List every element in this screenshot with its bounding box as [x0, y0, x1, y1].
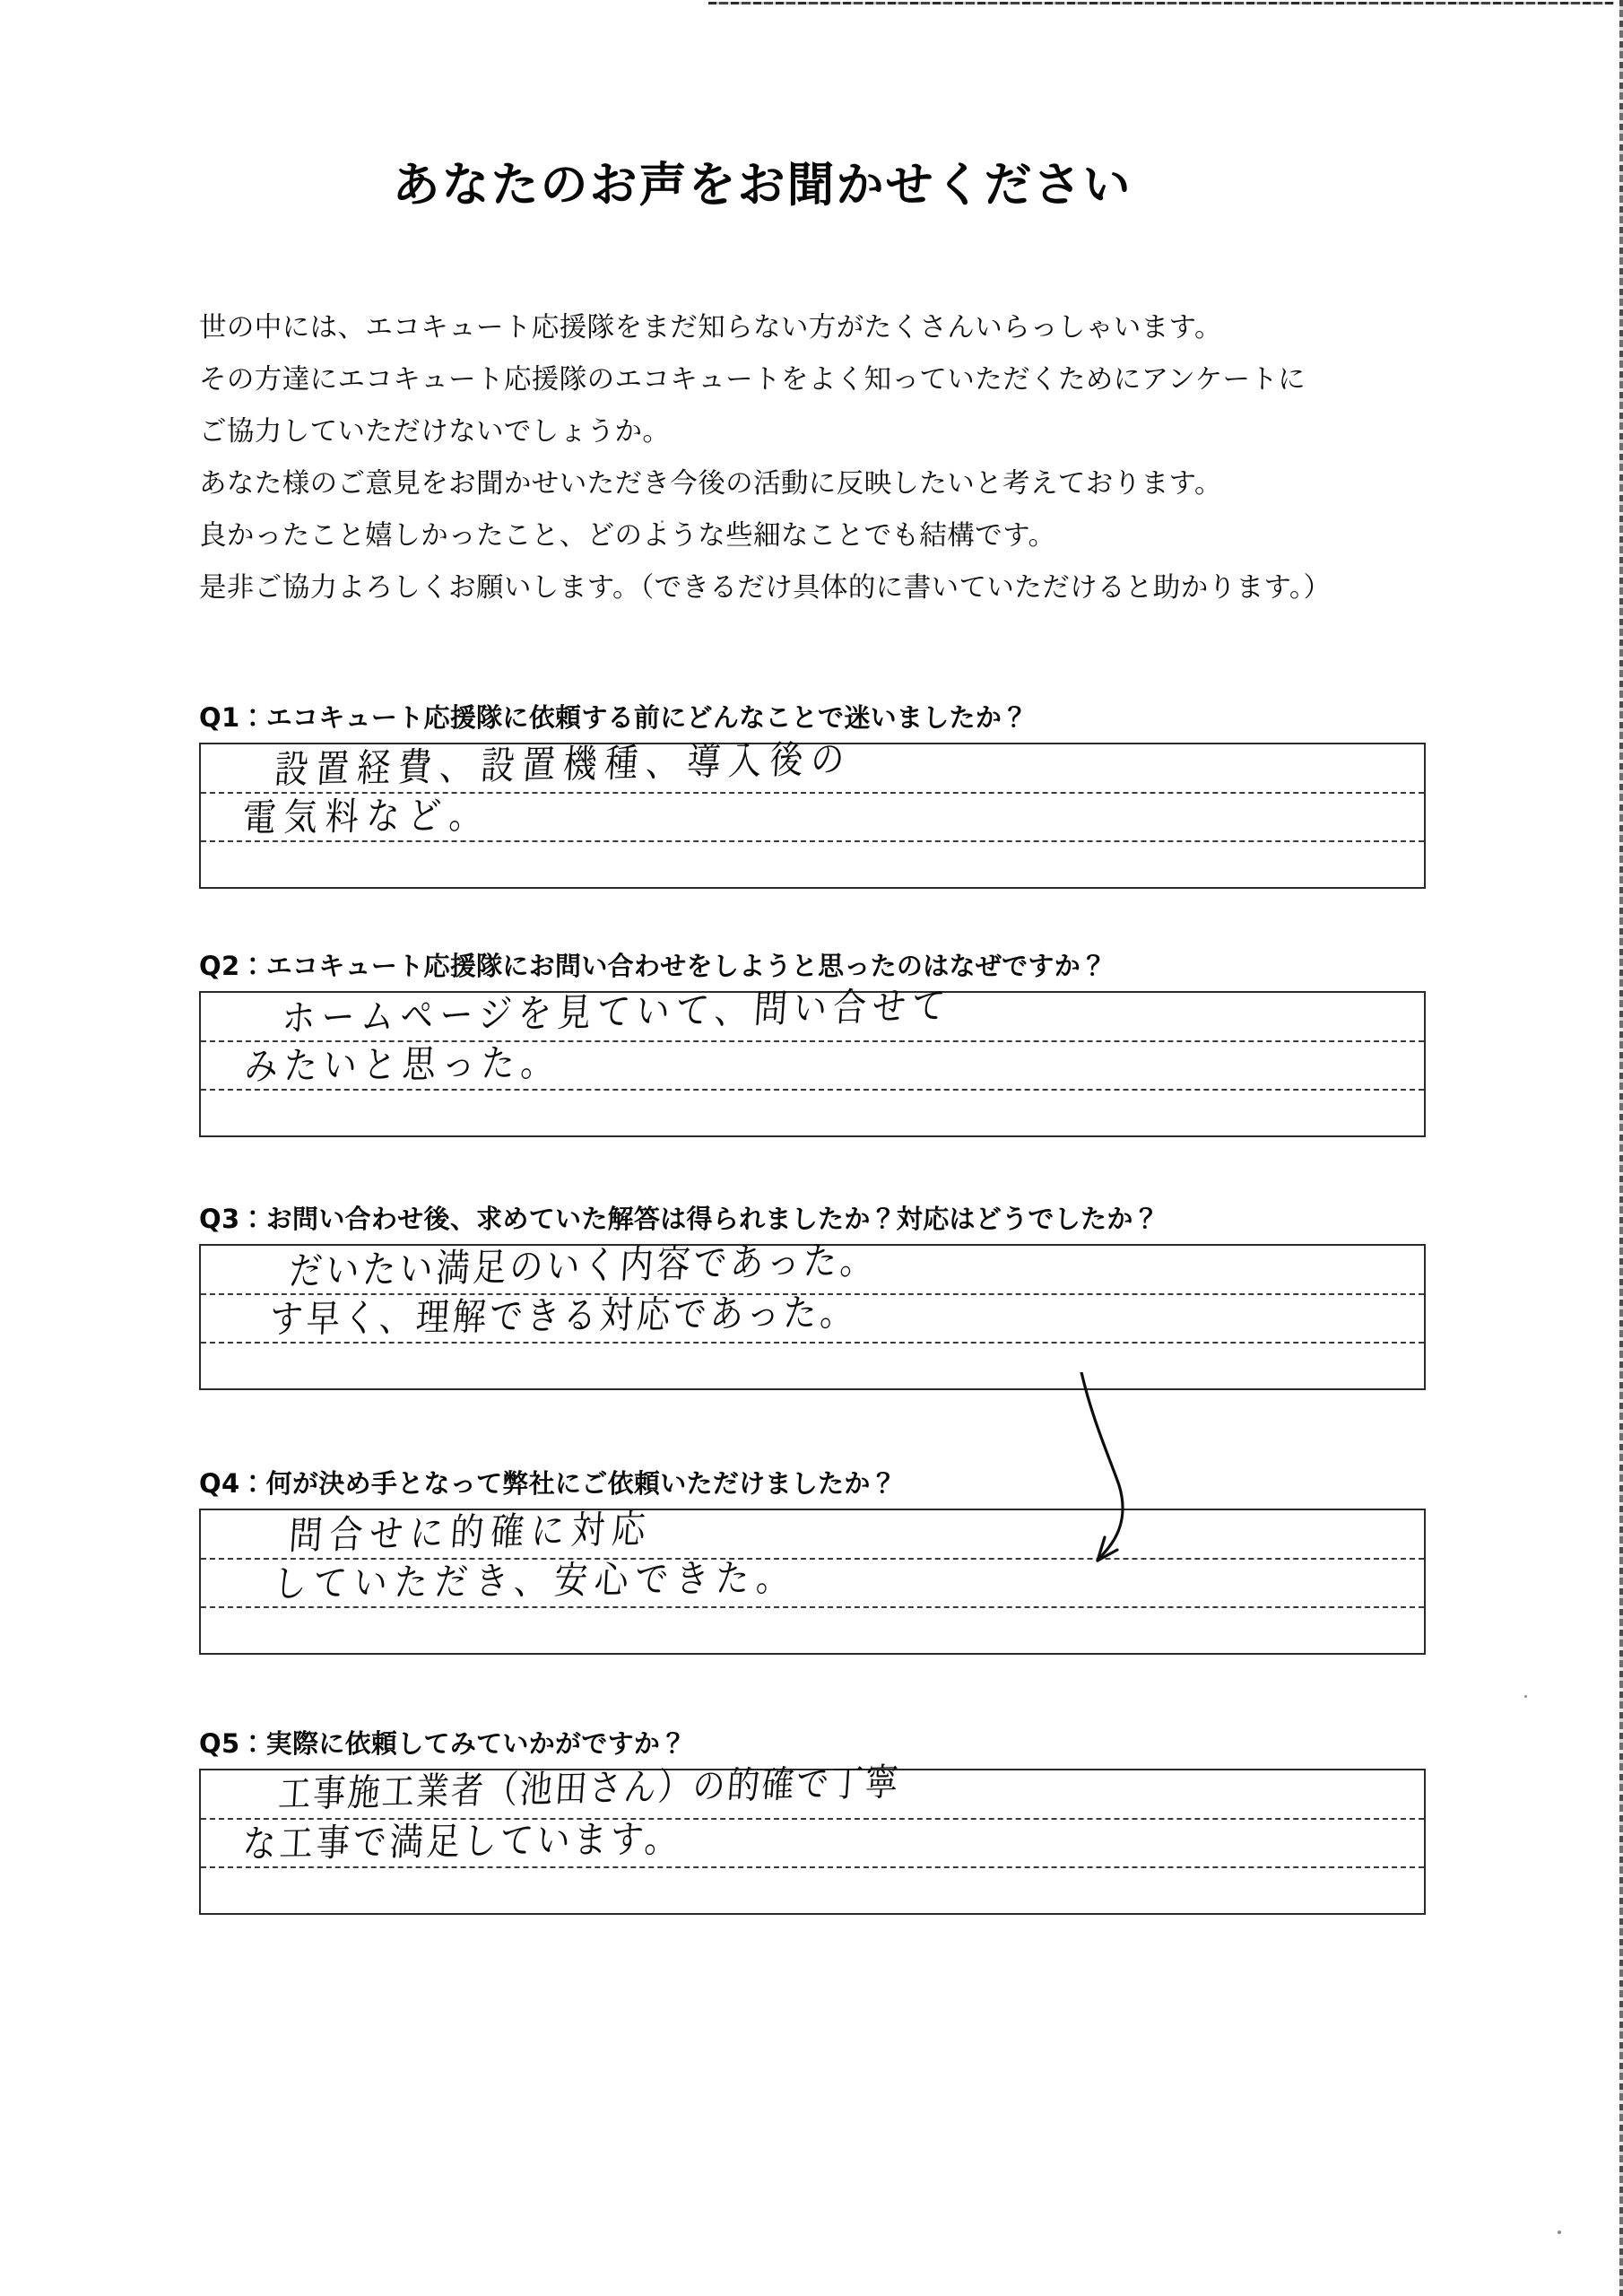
question-label-q5: Q5：実際に依頼してみていかがですか？: [199, 1728, 687, 1759]
intro-line: あなた様のご意見をお聞かせいただき今後の活動に反映したいと考えております。: [199, 468, 1222, 500]
question-block-q3: [199, 1199, 1436, 1390]
answer-rule-line: [201, 1866, 1424, 1868]
intro-line: その方達にエコキュート応援隊のエコキュートをよく知っていただくためにアンケートに: [199, 364, 1306, 396]
answer-box-q3[interactable]: [199, 1237, 1426, 1390]
intro-line: 世の中には、エコキュート応援隊をまだ知らない方がたくさんいらっしゃいます。: [199, 312, 1222, 344]
handwritten-answer-line: だいたい満足のいく内容であった。: [287, 1237, 879, 1294]
intro-line: 是非ご協力よろしくお願いします。（できるだけ具体的に書いていただけると助かります。）: [199, 572, 1332, 604]
question-label-q4: Q4：何が決め手となって弊社にご依頼いただけましたか？: [199, 1468, 897, 1499]
question-block-q2: [199, 946, 1436, 1137]
answer-rule-line: [201, 1606, 1424, 1608]
answer-rule-line: [201, 1342, 1424, 1344]
handwritten-answer-line: 設置経費、設置機種、導入後の: [273, 736, 855, 793]
handwritten-answer-line: みたいと思った。: [243, 1040, 562, 1089]
handwritten-answer-line: な工事で満足しています。: [241, 1816, 683, 1866]
page-title: あなたのお声をお聞かせください: [392, 158, 1133, 213]
question-label-q3: Q3：お問い合わせ後、求めていた解答は得られましたか？対応はどうでしたか？: [199, 1204, 1159, 1234]
answer-rule-line: [201, 840, 1424, 842]
question-label-q2: Q2：エコキュート応援隊にお問い合わせをしようと思ったのはなぜですか？: [199, 951, 1107, 981]
answer-box-q2[interactable]: [199, 983, 1426, 1137]
handwritten-answer-line: していただき、安心できた。: [272, 1555, 798, 1606]
handwritten-answer-line: 問合せに的確に対応: [287, 1506, 655, 1559]
scan-speck: [1558, 2231, 1561, 2234]
answer-rule-line: [201, 1558, 1424, 1560]
answer-box-q4[interactable]: [199, 1506, 1426, 1655]
scan-artifact-right-edge: [1619, 0, 1623, 2296]
intro-line: 良かったこと嬉しかったこと、どのような些細なことでも結構です。: [199, 520, 1056, 552]
question-label-q1: Q1：エコキュート応援隊に依頼する前にどんなことで迷いましたか？: [199, 702, 1028, 733]
answer-box-q5[interactable]: [199, 1761, 1426, 1915]
answer-box-q1[interactable]: [199, 736, 1426, 889]
handwritten-answer-line: 工事施工業者（池田さん）の的確で丁寧: [276, 1761, 902, 1817]
answer-rule-line: [201, 1089, 1424, 1091]
intro-paragraph: [199, 302, 1454, 614]
handwritten-answer-line: す早く、理解できる対応であった。: [268, 1290, 859, 1342]
question-block-q4: [199, 1464, 1436, 1655]
scan-speck: [1524, 1695, 1527, 1698]
question-block-q1: [199, 698, 1436, 889]
intro-line: ご協力していただけないでしょうか。: [199, 416, 671, 448]
handwritten-answer-line: 電気料など。: [241, 793, 492, 840]
question-block-q5: [199, 1724, 1436, 1915]
handwritten-answer-line: ホームページを見ていて、問い合せて: [280, 983, 953, 1041]
